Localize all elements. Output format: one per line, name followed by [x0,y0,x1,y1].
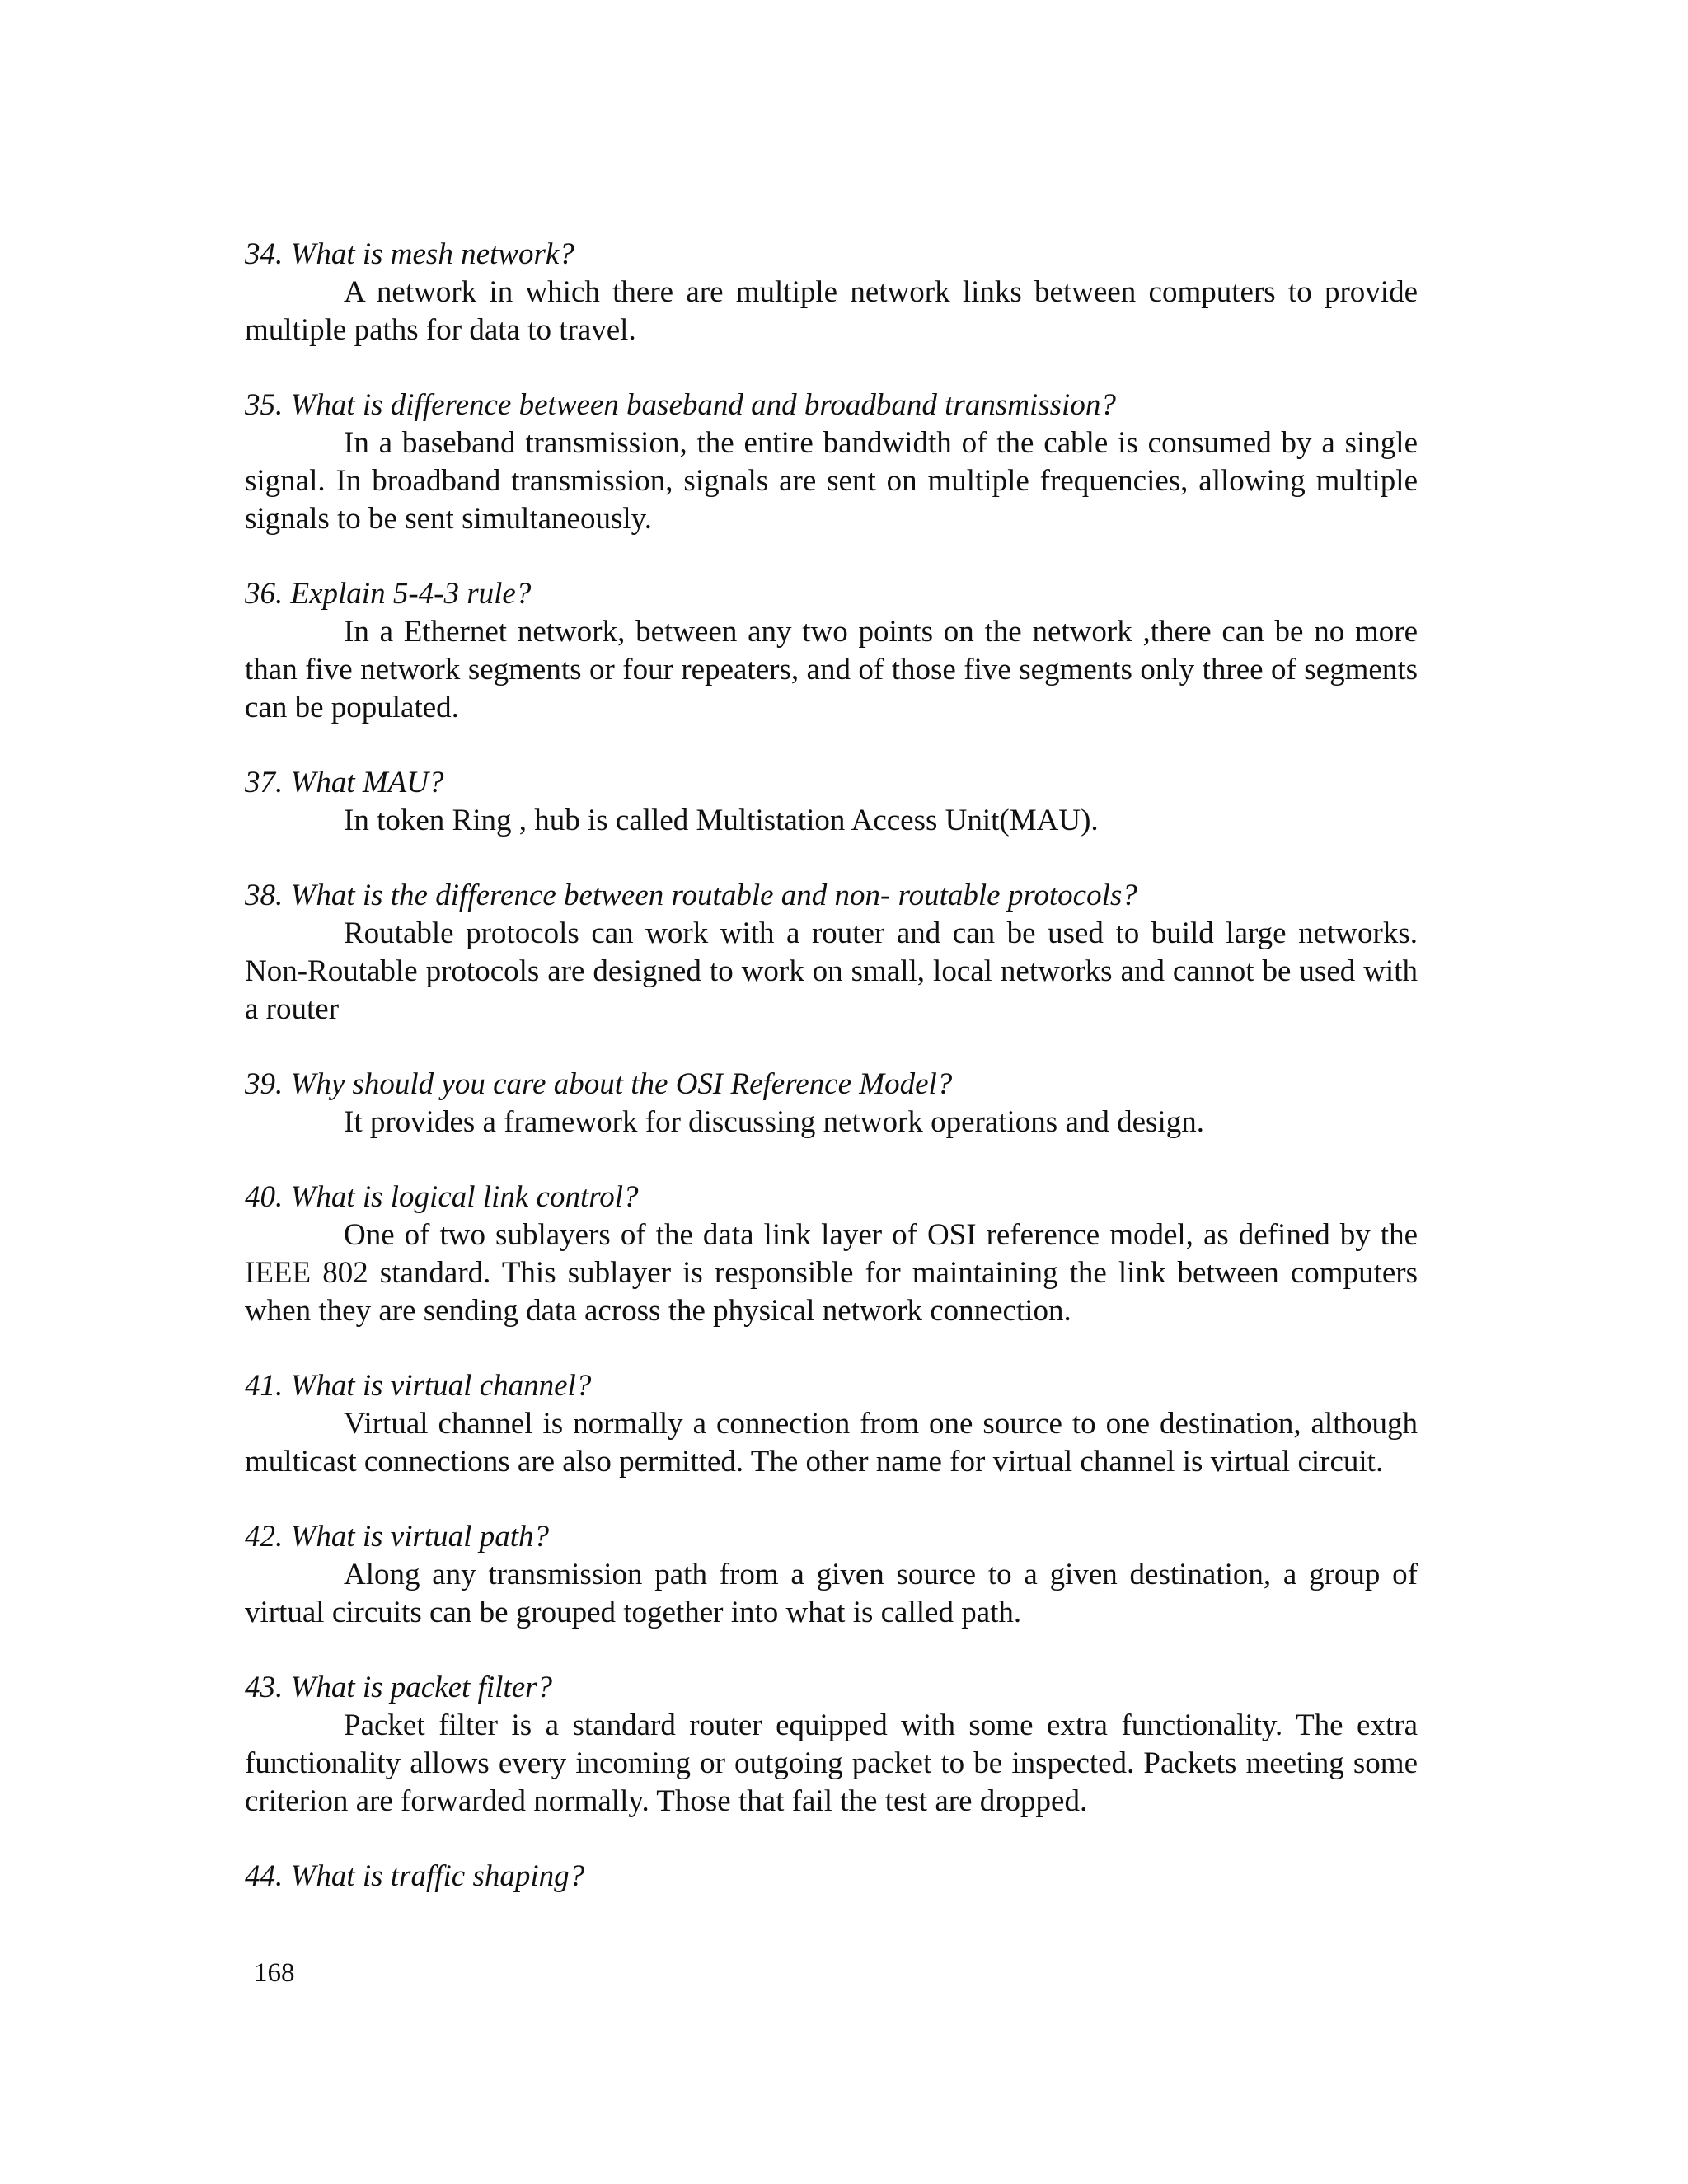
question-heading: 42. What is virtual path? [245,1520,549,1554]
answer-paragraph: Virtual channel is normally a connection from one source to one destination, although multicast connections are also permitted. The other name for virtual channel is virtual circuit. [245,1407,1418,1479]
question-heading: 43. What is packet filter? [245,1671,553,1704]
qa-item-43 [245,1669,1418,1821]
question-heading: 38. What is the difference between routable and non- routable protocols? [245,879,1137,912]
question-heading: 37. What MAU? [245,766,444,799]
question-heading: 41. What is virtual channel? [245,1369,592,1403]
answer-paragraph: In a baseband transmission, the entire bandwidth of the cable is consumed by a single signal. In broadband transmission, signals are sent on multiple frequencies, allowing multiple signals to be sent simultaneously. [245,426,1418,536]
answer-paragraph: Along any transmission path from a given source to a given destination, a group of virtual circuits can be grouped together into what is called path. [245,1558,1418,1629]
answer-paragraph: In token Ring , hub is called Multistation Access Unit(MAU). [344,804,1099,837]
qa-item-34 [245,236,1418,349]
question-heading: 36. Explain 5-4-3 rule? [245,577,532,611]
qa-item-41 [245,1367,1418,1481]
qa-item-37 [245,764,1418,840]
question-heading: 34. What is mesh network? [245,237,574,271]
answer-paragraph: In a Ethernet network, between any two points on the network ,there can be no more than five network segments or four repeaters, and of those five segments only three of segments can be populated. [245,615,1418,724]
qa-item-38 [245,877,1418,1029]
qa-list [245,236,1418,1933]
answer-paragraph: One of two sublayers of the data link layer of OSI reference model, as defined by the IEEE 802 standard. This sublayer is responsible for maintaining the link between computers when they are sending data across the physical network connection. [245,1218,1418,1328]
qa-item-39 [245,1066,1418,1141]
page-number: 168 [254,1958,295,1988]
answer-paragraph: Packet filter is a standard router equipped with some extra functionality. The extra functionality allows every incoming or outgoing packet to be inspected. Packets meeting some criterion are forwarded normally. Those that fail the test are dropped. [245,1708,1418,1818]
qa-item-35 [245,387,1418,538]
qa-item-40 [245,1179,1418,1330]
qa-item-36 [245,575,1418,727]
question-heading: 40. What is logical link control? [245,1180,639,1214]
answer-paragraph: A network in which there are multiple network links between computers to provide multiple paths for data to travel. [245,275,1418,347]
question-heading: 35. What is difference between baseband and broadband transmission? [245,388,1116,422]
qa-item-44 [245,1858,1418,1896]
question-heading: 39. Why should you care about the OSI Reference Model? [245,1067,953,1101]
question-heading: 44. What is traffic shaping? [245,1859,585,1893]
answer-paragraph: Routable protocols can work with a router and can be used to build large networks. Non-Routable protocols are designed to work on small, local networks and cannot be used with a router [245,916,1418,1026]
answer-paragraph: It provides a framework for discussing network operations and design. [344,1105,1204,1139]
qa-item-42 [245,1518,1418,1632]
